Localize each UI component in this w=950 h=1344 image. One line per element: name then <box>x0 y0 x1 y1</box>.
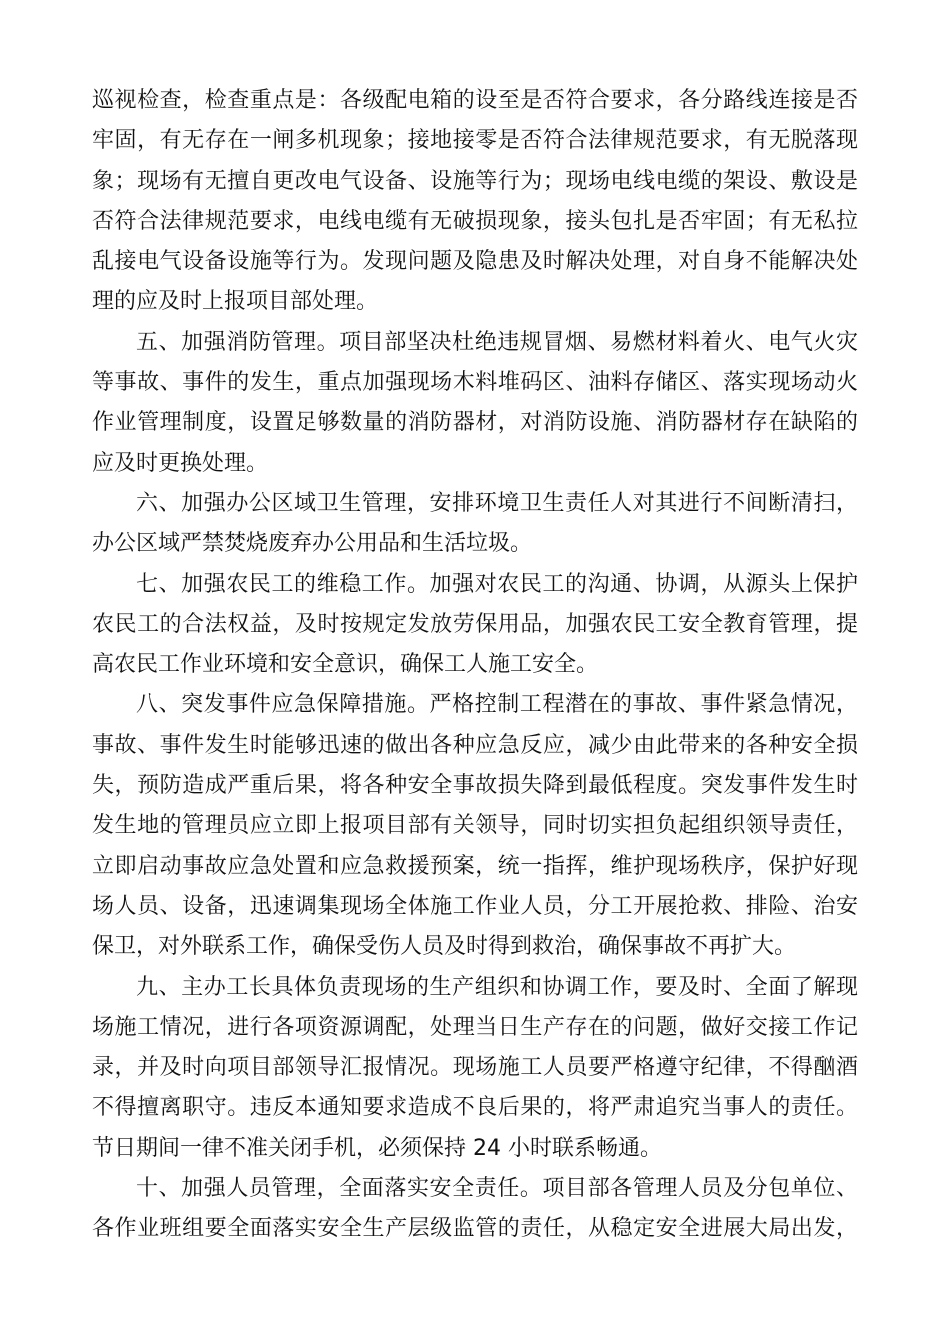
text-line: 各作业班组要全面落实安全生产层级监管的责任，从稳定安全进展大局出发， <box>92 1216 858 1242</box>
text-line: 否符合法律规范要求，电线电缆有无破损现象，接头包扎是否牢固；有无私拉 <box>92 208 858 234</box>
text-line: 七、加强农民工的维稳工作。加强对农民工的沟通、协调，从源头上保护 <box>136 571 858 597</box>
text-line: 场人员、设备，迅速调集现场全体施工作业人员，分工开展抢救、排险、治安 <box>92 893 858 919</box>
text-line: 场施工情况，进行各项资源调配，处理当日生产存在的问题，做好交接工作记 <box>92 1014 858 1040</box>
paragraph-inspection <box>92 81 858 323</box>
text-line: 保卫，对外联系工作，确保受伤人员及时得到救治，确保事故不再扩大。 <box>92 934 797 960</box>
text-line: 巡视检查，检查重点是：各级配电箱的设至是否符合要求，各分路线连接是否 <box>92 88 858 113</box>
document-page <box>92 81 858 1250</box>
text-line: 六、加强办公区域卫生管理，安排环境卫生责任人对其进行不间断清扫， <box>136 490 858 516</box>
text-line: 牢固，有无存在一闸多机现象；接地接零是否符合法律规范要求，有无脱落现 <box>92 128 858 154</box>
text-line: 八、突发事件应急保障措施。严格控制工程潜在的事故、事件紧急情况， <box>136 692 858 718</box>
text-line: 农民工的合法权益，及时按规定发放劳保用品，加强农民工安全教育管理，提 <box>92 611 858 637</box>
text-line: 应及时更换处理。 <box>92 450 269 476</box>
text-line: 五、加强消防管理。项目部坚决杜绝违规冒烟、易燃材料着火、电气火灾 <box>136 329 858 355</box>
text-line: 理的应及时上报项目部处理。 <box>92 289 379 315</box>
text-line: 作业管理制度，设置足够数量的消防器材，对消防设施、消防器材存在缺陷的 <box>92 410 858 436</box>
text-line: 不得擅离职守。违反本通知要求造成不良后果的，将严肃追究当事人的责任。 <box>92 1095 858 1121</box>
text-line: 发生地的管理员应立即上报项目部有关领导，同时切实担负起组织领导责任， <box>92 813 858 839</box>
paragraph-personnel-management <box>92 1169 858 1250</box>
text-line: 十、加强人员管理，全面落实安全责任。项目部各管理人员及分包单位、 <box>136 1176 858 1202</box>
paragraph-migrant-workers <box>92 565 858 686</box>
paragraph-fire-management <box>92 323 858 484</box>
text-line: 录，并及时向项目部领导汇报情况。现场施工人员要严格遵守纪律，不得酗酒 <box>92 1055 858 1081</box>
text-line: 乱接电气设备设施等行为。发现问题及隐患及时解决处理，对自身不能解决处 <box>92 249 858 275</box>
text-line: 九、主办工长具体负责现场的生产组织和协调工作，要及时、全面了解现 <box>136 974 858 1000</box>
paragraph-foreman-duty <box>92 968 858 1169</box>
text-line: 等事故、事件的发生，重点加强现场木料堆码区、油料存储区、落实现场动火 <box>92 370 858 396</box>
text-line: 节日期间一律不准关闭手机，必须保持 24 小时联系畅通。 <box>92 1135 662 1161</box>
text-line: 高农民工作业环境和安全意识，确保工人施工安全。 <box>92 652 599 678</box>
text-line: 失，预防造成严重后果，将各种安全事故损失降到最低程度。突发事件发生时 <box>92 773 858 799</box>
text-line: 事故、事件发生时能够迅速的做出各种应急反应，减少由此带来的各种安全损 <box>92 732 858 758</box>
text-line: 象；现场有无擅自更改电气设备、设施等行为；现场电线电缆的架设、敷设是 <box>92 168 858 194</box>
text-line: 办公区域严禁焚烧废弃办公用品和生活垃圾。 <box>92 531 533 557</box>
text-line: 立即启动事故应急处置和应急救援预案，统一指挥，维护现场秩序，保护好现 <box>92 853 858 879</box>
paragraph-emergency <box>92 685 858 967</box>
paragraph-office-hygiene <box>92 484 858 565</box>
